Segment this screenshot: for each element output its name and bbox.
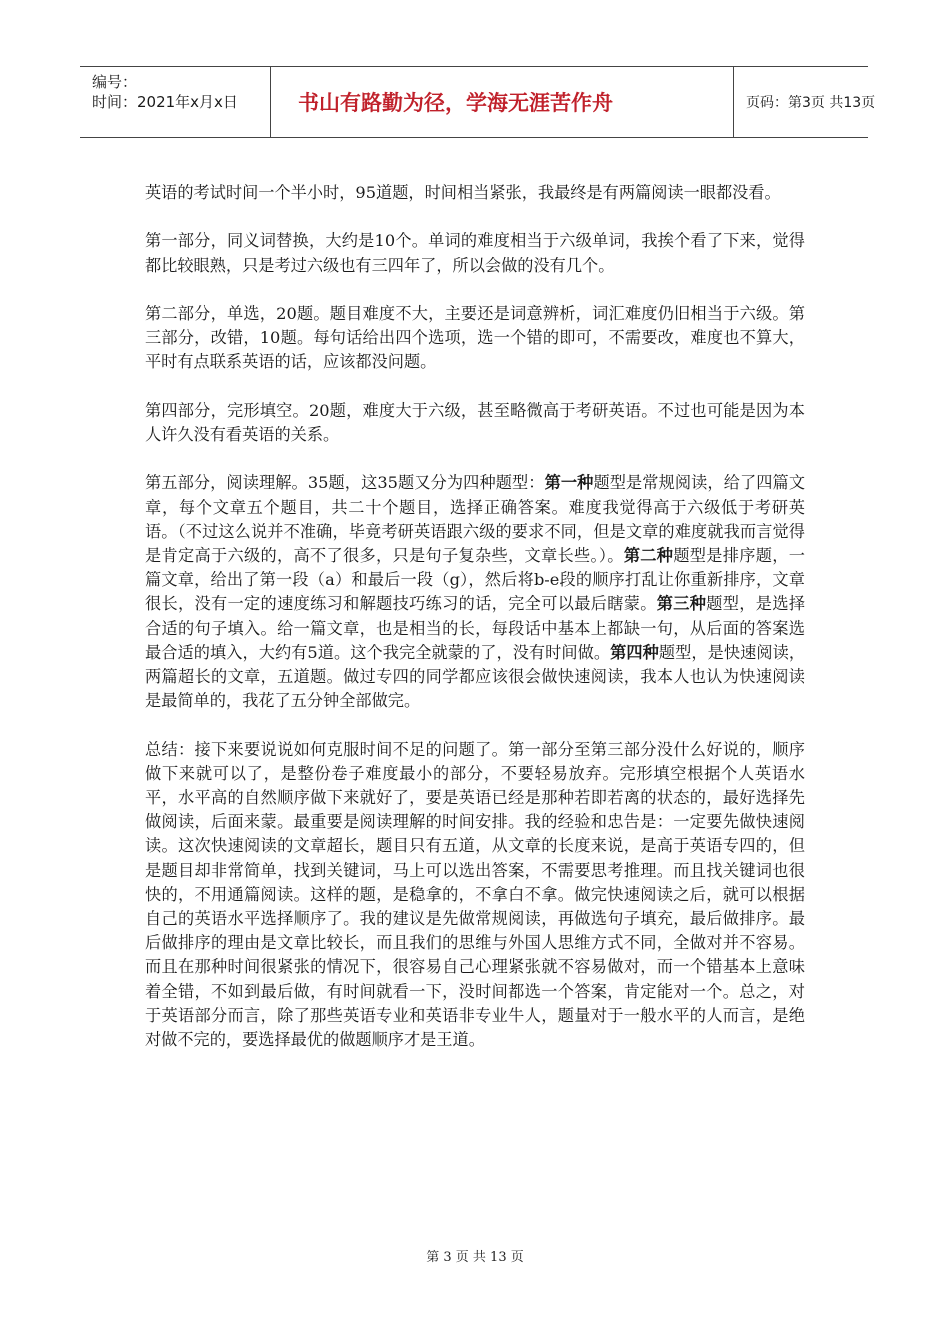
paragraph-text: 英语的考试时间一个半小时，95道题，时间相当紧张，我最终是有两篇阅读一眼都没看。 [145,183,781,202]
bold-term: 第二种 [623,545,674,565]
page-footer: 第 3 页 共 13 页 [426,1250,524,1265]
header-page-info: 页码：第3页 共13页 [746,95,876,111]
paragraph-text: 题型是常规阅读，给了四篇文章，每个文章五个题目，共二十个题目，选择正确答案。难度我觉得高于六级低于考研英语。（不过这么说并不准确，毕竟考研英语跟六级的要求不同，但是文章的难度就我而言觉得是肯定高于六级的，高不了很多，只是句子复杂些，文章长些。）。 [145,473,806,565]
paragraph-text: 第五部分，阅读理解。35题，这35题又分为四种题型： [145,473,545,493]
paragraph [145,399,805,447]
paragraph [145,302,805,375]
bold-term: 第一种 [544,473,594,493]
paragraph [145,471,805,713]
paragraph-text: 第四部分，完形填空。20题，难度大于六级，甚至略微高于考研英语。不过也可能是因为本人许久没有看英语的关系。 [145,400,805,444]
bold-term: 第四种 [610,642,659,662]
paragraph [145,738,805,1053]
header-motto: 书山有路勤为径，学海无涯苦作舟 [298,91,613,115]
paragraph-text: 第一部分，同义词替换，大约是10个。单词的难度相当于六级单词，我挨个看了下来，觉得都比较眼熟，只是考过六级也有三四年了，所以会做的没有几个。 [145,231,805,275]
document-time-label: 时间：2021年x月x日 [92,93,238,111]
paragraph-text: 第二部分，单选，20题。题目难度不大，主要还是词意辨析，词汇难度仍旧相当于六级。第三部分，改错，10题。每句话给出四个选项，选一个错的即可，不需要改，难度也不算大，平时有点联系英语的话，应该都没问题。 [145,303,805,372]
paragraph [145,181,805,205]
header-motto-cell [270,67,734,137]
header-meta-cell [80,67,271,137]
paragraph-text: 题型，是选择合适的句子填入。给一篇文章，也是相当的长，每段话中基本上都缺一句，从后面的答案选最合适的填入，大约有5道。这个我完全就蒙的了，没有时间做。 [145,594,806,662]
article-body [145,181,805,1076]
page-header [80,66,876,138]
paragraph-text: 题型是排序题，一篇文章，给出了第一段（a）和最后一段（g），然后将b-e段的顺序打乱让你重新排序，文章很长，没有一定的速度练习和解题技巧练习的话，完全可以最后瞎蒙。 [145,545,805,614]
paragraph-text: 总结：接下来要说说如何克服时间不足的问题了。第一部分至第三部分没什么好说的，顺序做下来就可以了，是整份卷子难度最小的部分，不要轻易放弃。完形填空根据个人英语水平，水平高的自然顺序做下来就好了，要是英语已经是那种若即若离的状态的，最好选择先做阅读，后面来蒙。最重要是阅读理解的时间安排。我的经验和忠告是：一定要先做快速阅读。这次快速阅读的文章超长，题目只有五道，从文章的长度来说，是高于英语专四的，但是题目却非常简单，找到关键词，马上可以选出答案，不需要思考推理。而且找关键词也很快的，不用通篇阅读。这样的题，是稳拿的，不拿白不拿。做完快速阅读之后，就可以根据自己的英语水平选择顺序了。我的建议是先做常规阅读，再做选句子填充，最后做排序。最后做排序的理由是文章比较长，而且我们的思维与外国人思维方式不同，全做对并不容易。而且在那种时间很紧张的情况下，很容易自己心理紧张就不容易做对，而一个错基本上意味着全错，不如到最后做，有时间就看一下，没时间都选一个答案，肯定能对一个。总之，对于英语部分而言，除了那些英语专业和英语非专业牛人，题量对于一般水平的人而言，是绝对做不完的，要选择最优的做题顺序才是王道。 [145,739,805,1050]
paragraph [145,229,805,277]
paragraph-text: 题型，是快速阅读，两篇超长的文章，五道题。做过专四的同学都应该很会做快速阅读，我本人也认为快速阅读是最简单的，我花了五分钟全部做完。 [145,642,806,711]
document-number-label: 编号： [92,73,138,91]
bold-term: 第三种 [656,594,707,614]
header-page-cell [734,67,876,137]
